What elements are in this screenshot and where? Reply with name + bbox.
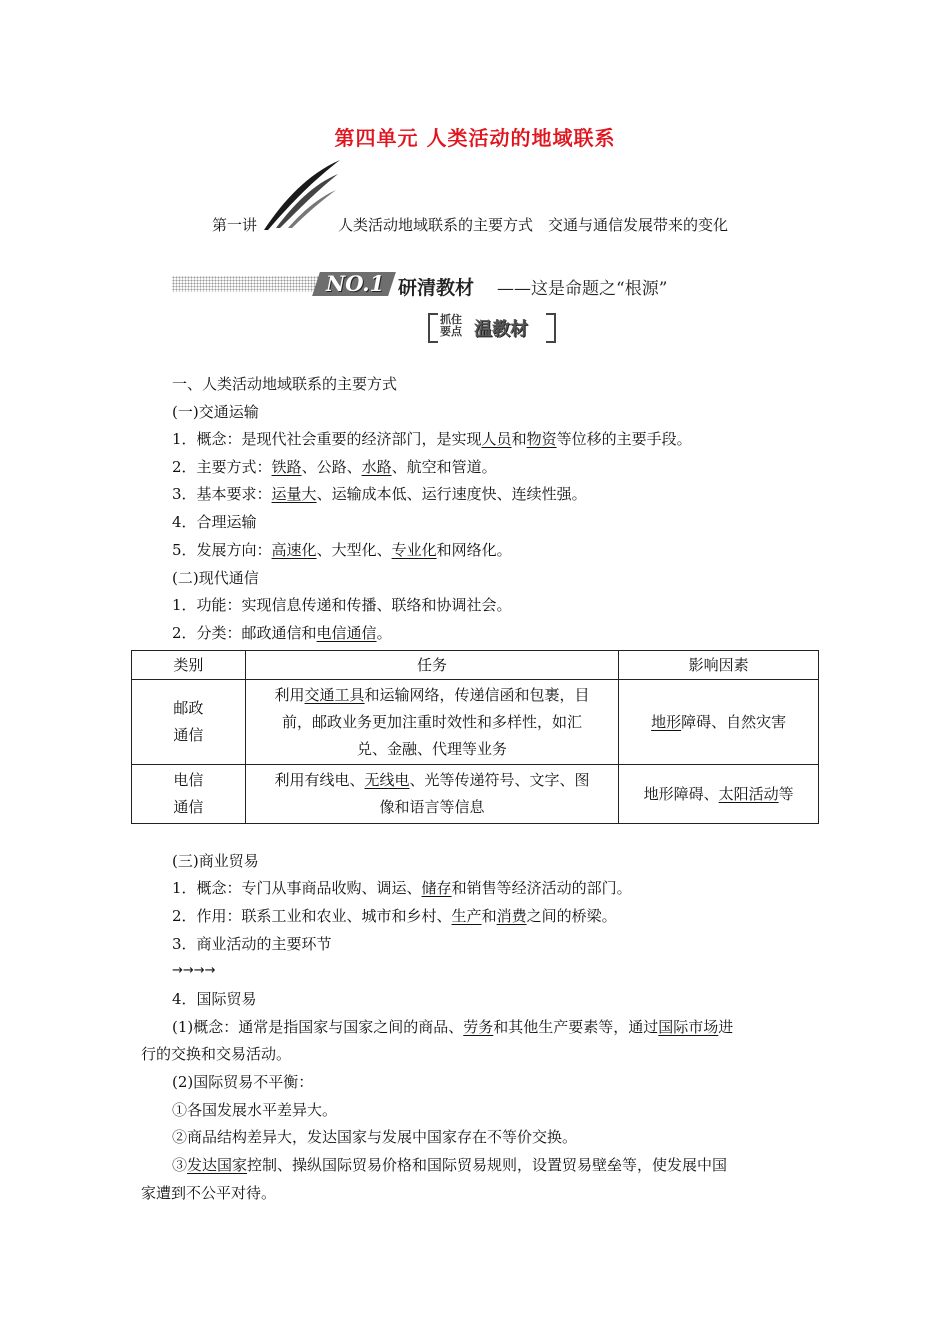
transport-rational: 4．合理运输	[172, 513, 257, 531]
text: 通信	[173, 726, 204, 744]
imbalance-item	[172, 1154, 727, 1175]
blank-answer: 无线电	[364, 771, 410, 789]
table-cell-factor	[619, 680, 819, 765]
swoosh-icon	[262, 158, 342, 232]
transport-direction	[172, 539, 512, 560]
text: 通信	[173, 798, 204, 816]
dotted-decoration	[172, 276, 322, 292]
review-tag-small-line2: 要点	[440, 325, 462, 338]
review-tag	[428, 313, 556, 341]
text: 1．概念：专门从事商品收购、调运、	[172, 879, 422, 897]
blank-answer: 交通工具	[304, 685, 365, 704]
text: 5．发展方向：	[172, 541, 272, 559]
blank-answer: 地形	[651, 712, 682, 731]
transport-requirements	[172, 483, 587, 504]
table-cell-factor	[619, 765, 819, 824]
table-cell-task	[245, 765, 618, 824]
commerce-title: (三)商业贸易	[172, 852, 259, 870]
review-tag-big: 温教材	[474, 319, 528, 340]
text: 障碍、自然灾害	[681, 712, 787, 731]
blank-answer: 运量大	[271, 485, 317, 503]
blank-answer: 劳务	[463, 1018, 494, 1036]
blank-answer: 水路	[361, 458, 392, 476]
text: 和运输网络，传递信函和包裹，目	[364, 685, 590, 704]
table-row	[132, 765, 819, 824]
arrow-chain-icon: →→→→	[172, 963, 216, 978]
table-header-cell: 类别	[132, 651, 246, 680]
text: 和网络化。	[436, 541, 512, 559]
text: 1．概念：是现代社会重要的经济部门，是实现	[172, 430, 482, 448]
blank-answer: 国际市场	[658, 1018, 719, 1036]
imbalance-item: ①各国发展水平差异大。	[172, 1101, 338, 1119]
intl-trade-concept	[172, 1016, 733, 1037]
blank-answer: 专业化	[391, 541, 437, 559]
lecture-number: 第一讲	[212, 216, 258, 234]
text: 前，邮政业务更加注重时效性和多样性，如汇	[282, 712, 583, 731]
text: 之间的桥梁。	[526, 907, 617, 925]
transport-concept	[172, 428, 692, 449]
lecture-title: 人类活动地域联系的主要方式 交通与通信发展带来的变化	[338, 216, 729, 234]
comm-function: 1．功能：实现信息传递和传播、联络和协调社会。	[172, 596, 512, 614]
text: 。	[376, 624, 392, 642]
no1-badge-text: NO.1	[326, 271, 385, 296]
text: 3．基本要求：	[172, 485, 272, 503]
blank-answer: 消费	[496, 907, 527, 925]
unit-title: 第四单元 人类活动的地域联系	[334, 126, 616, 150]
text: 进	[718, 1018, 734, 1036]
text: 和	[481, 907, 497, 925]
table-cell-task	[245, 680, 618, 765]
table-row	[132, 680, 819, 765]
comm-classification	[172, 622, 392, 643]
text: (1)概念：通常是指国家与国家之间的商品、	[172, 1018, 464, 1036]
commerce-role	[172, 905, 617, 926]
blank-answer: 生产	[451, 907, 482, 925]
section-heading-subtitle: ——这是命题之“根源”	[497, 279, 668, 299]
text: ③	[172, 1156, 188, 1174]
text: 等	[778, 784, 794, 803]
text: 、公路、	[301, 458, 362, 476]
text: 、航空和管道。	[391, 458, 497, 476]
blank-answer: 人员	[481, 430, 512, 448]
section-heading: 研清教材	[398, 277, 475, 299]
text: 兑、金融、代理等业务	[357, 739, 508, 758]
blank-answer: 太阳活动	[718, 784, 779, 803]
text: 地形障碍、	[643, 784, 719, 803]
table-header-cell: 影响因素	[619, 651, 819, 680]
text: 和其他生产要素等，通过	[493, 1018, 659, 1036]
table-cell-category	[132, 765, 246, 824]
text: 和	[511, 430, 527, 448]
table-header-row	[132, 651, 819, 680]
review-tag-small	[440, 314, 470, 338]
text: 电信	[173, 771, 204, 789]
text: 利用有线电、	[274, 771, 365, 789]
transport-modes	[172, 456, 497, 477]
text: 、大型化、	[316, 541, 392, 559]
section-one-title: 一、人类活动地域联系的主要方式	[172, 375, 398, 393]
review-tag-small-line1: 抓住	[440, 313, 462, 326]
comm-title: (二)现代通信	[172, 569, 259, 587]
blank-answer: 铁路	[271, 458, 302, 476]
imbalance-item-cont: 家遭到不公平对待。	[141, 1184, 277, 1202]
commerce-concept	[172, 877, 632, 898]
right-bracket	[546, 313, 556, 343]
commerce-links: 3．商业活动的主要环节	[172, 935, 332, 953]
text: 和销售等经济活动的部门。	[451, 879, 632, 897]
text: 等位移的主要手段。	[556, 430, 692, 448]
blank-answer: 电信通信	[316, 624, 377, 642]
text: 、光等传递符号、文字、图	[409, 771, 590, 789]
table-cell-category	[132, 680, 246, 765]
intl-trade-concept-cont: 行的交换和交易活动。	[141, 1045, 292, 1063]
left-bracket	[428, 313, 438, 343]
text: 邮政	[173, 699, 204, 717]
text: 2．分类：邮政通信和	[172, 624, 317, 642]
text: 利用	[274, 685, 305, 704]
text: 控制、操纵国际贸易价格和国际贸易规则，设置贸易壁垒等，使发展中国	[247, 1156, 728, 1174]
intl-trade-imbalance: (2)国际贸易不平衡：	[172, 1073, 314, 1091]
text: 像和语言等信息	[379, 798, 485, 816]
blank-answer: 发达国家	[187, 1156, 248, 1174]
text: 2．主要方式：	[172, 458, 272, 476]
text: 、运输成本低、运行速度快、连续性强。	[316, 485, 587, 503]
text: 2．作用：联系工业和农业、城市和乡村、	[172, 907, 452, 925]
blank-answer: 高速化	[271, 541, 317, 559]
imbalance-item: ②商品结构差异大，发达国家与发展中国家存在不等价交换。	[172, 1128, 578, 1146]
communication-table	[131, 650, 819, 824]
blank-answer: 储存	[421, 879, 452, 897]
intl-trade-title: 4．国际贸易	[172, 990, 257, 1008]
table-header-cell: 任务	[245, 651, 618, 680]
transport-title: (一)交通运输	[172, 403, 259, 421]
blank-answer: 物资	[526, 430, 557, 448]
